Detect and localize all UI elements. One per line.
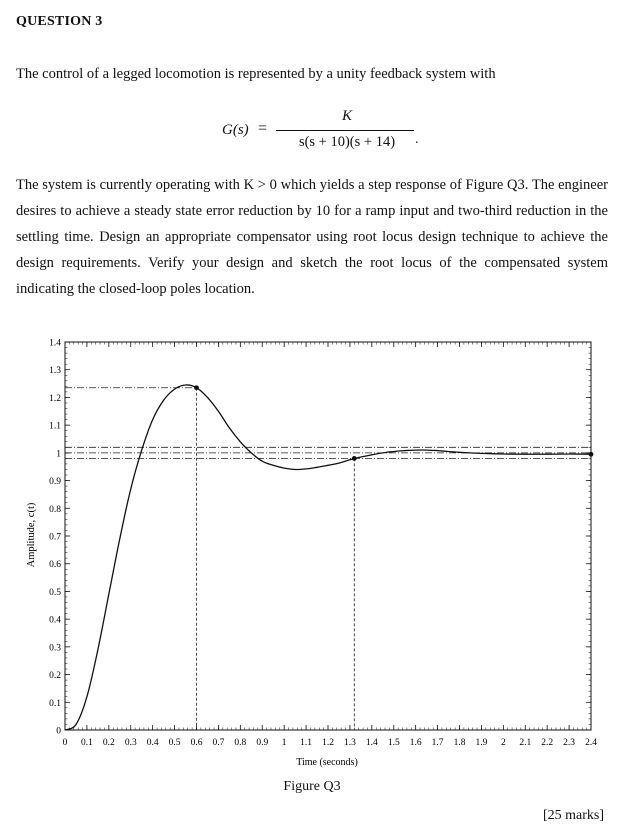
y-tick-label: 0.4: [49, 615, 61, 626]
y-axis-label: Amplitude, c(t): [26, 502, 37, 568]
x-tick-label: 0.5: [168, 738, 181, 748]
problem-paragraph: The system is currently operating with K > 0 which yields a step response of Figure Q3. The engineer desires to achieve a steady state error reduction by 10 for a ramp input and two-third reduction in the settling time. Design an appropriate compensator using root locus design technique to achieve the design requirements. Verify your design and sketch the root locus of the compensated system indicating the closed-loop poles location.: [16, 177, 608, 297]
y-tick-label: 1.1: [49, 421, 61, 432]
x-tick-label: 2.2: [541, 738, 554, 748]
y-tick-label: 1: [56, 449, 61, 460]
y-tick-label: 0: [56, 726, 61, 737]
y-tick-label: 1.2: [49, 393, 61, 404]
y-tick-label: 0.7: [49, 532, 61, 543]
x-tick-label: 1: [281, 738, 287, 748]
marked-points: [194, 385, 593, 460]
x-tick-label: 1.4: [365, 738, 378, 748]
equation-numerator: K: [341, 108, 352, 124]
intro-text: The control of a legged locomotion is represented by a unity feedback system with: [16, 66, 496, 82]
reference-lines: [65, 388, 591, 730]
y-tick-label: 0.1: [49, 698, 61, 709]
figure-caption: Figure Q3: [283, 779, 341, 794]
x-tick-label: 2.3: [563, 738, 576, 748]
equation-trailing: .: [415, 132, 419, 147]
x-tick-label: 1.6: [409, 738, 422, 748]
y-tick-label: 0.2: [49, 671, 61, 682]
marked-point: [589, 452, 594, 457]
marked-point: [194, 385, 199, 390]
x-tick-label: 1.9: [475, 738, 488, 748]
y-tick-label: 0.6: [49, 560, 61, 571]
marks-label: [25 marks]: [542, 808, 604, 823]
x-tick-label: 2: [500, 738, 506, 748]
plot-frame: [65, 342, 591, 730]
x-tick-label: 1.2: [322, 738, 334, 748]
x-tick-label: 1.7: [431, 738, 444, 748]
fraction-bar: [276, 130, 414, 131]
x-tick-label: 2.4: [585, 738, 597, 748]
x-tick-label: 1.8: [453, 738, 466, 748]
x-tick-label: 0.7: [212, 738, 225, 748]
y-tick-label: 0.8: [49, 504, 61, 515]
y-tick-label: 0.5: [49, 587, 61, 598]
equation-lhs: G(s): [222, 122, 249, 138]
step-response-chart: [0, 330, 624, 775]
x-tick-label: 1.1: [300, 738, 313, 748]
y-tick-label: 1.3: [49, 366, 61, 377]
x-tick-label: 0.6: [190, 738, 203, 748]
equation-equals: =: [258, 120, 268, 137]
x-tick-label: 0.4: [146, 738, 159, 748]
series-lines: [65, 385, 591, 730]
x-axis-label: Time (seconds): [296, 757, 358, 768]
marked-point: [352, 456, 357, 461]
equation-denominator: s(s + 10)(s + 14): [298, 134, 396, 150]
x-tick-label: 1.5: [387, 738, 400, 748]
x-tick-label: 0.2: [102, 738, 115, 748]
y-tick-label: 0.9: [49, 477, 61, 488]
x-tick-label: 0: [62, 738, 68, 748]
y-tick-label: 0.3: [49, 643, 61, 654]
x-tick-label: 1.3: [343, 738, 356, 748]
x-tick-label: 0.8: [234, 738, 247, 748]
x-tick-label: 0.1: [80, 738, 93, 748]
transfer-function-equation: [222, 108, 482, 152]
x-tick-label: 2.1: [519, 738, 532, 748]
x-tick-label: 0.9: [256, 738, 269, 748]
axis-ticks: [49, 339, 597, 749]
plot-border: [65, 342, 591, 730]
y-tick-label: 1.4: [49, 338, 61, 349]
step-response-curve: [65, 385, 591, 730]
question-heading: QUESTION 3: [16, 14, 103, 29]
x-tick-label: 0.3: [124, 738, 137, 748]
